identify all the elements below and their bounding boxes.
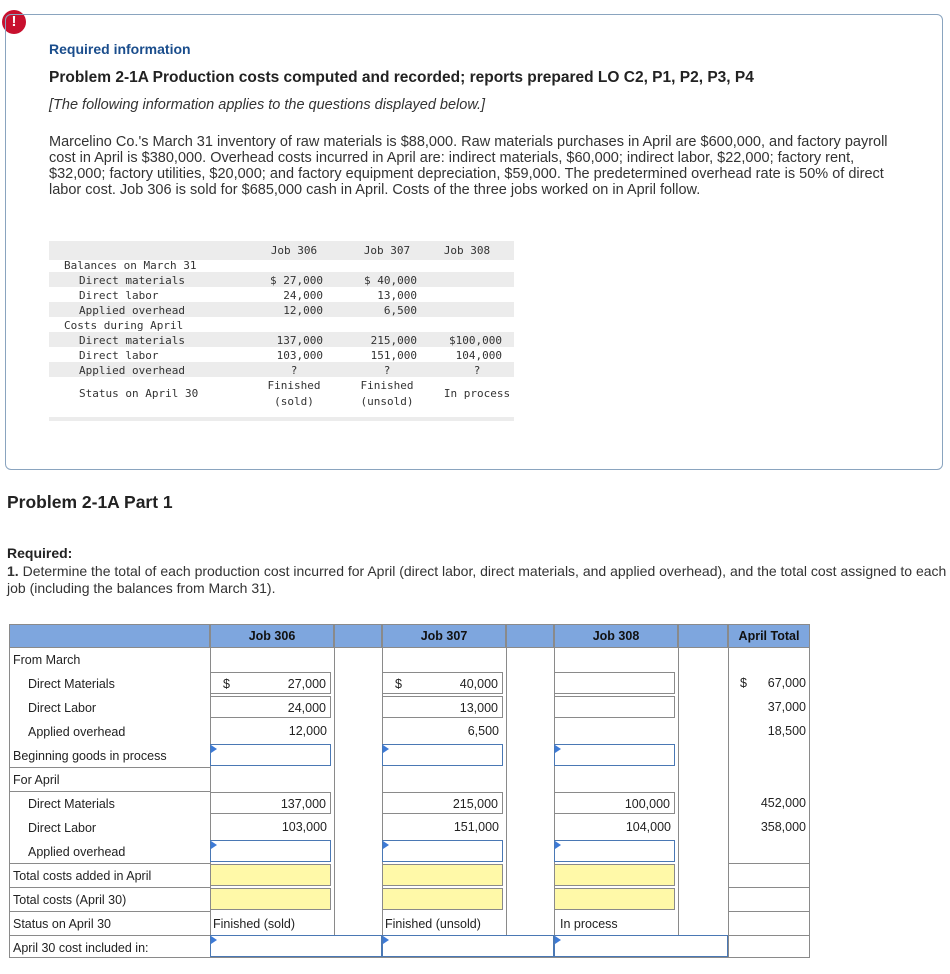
row-label-beginning-gip: Beginning goods in process [13, 749, 167, 763]
given-row-label: Direct materials [79, 334, 185, 347]
given-value: 104,000 [455, 349, 502, 362]
given-value: $100,000 [449, 334, 502, 347]
job306-march-dm[interactable] [210, 672, 331, 694]
problem-paragraph: Marcelino Co.'s March 31 inventory of raw materials is $88,000. Raw materials purchases in April are $600,000, and factory payroll cost in April is $380,000. Overhead costs incurred in April are: indirect materials, $60,000; indirect labor, $22,000; factory rent, $32,000; factory utilities, $20,000; and factory equipment depreciation, $59,000. The predetermined overhead rate is 50% of direct labor cost. Job 306 is sold for $685,000 cash in April. Costs of the three jobs worked on in April follow. [49, 134, 888, 198]
total-march-dm [728, 672, 810, 694]
given-value: 6,500 [383, 304, 417, 317]
job306-cost-included-select[interactable] [210, 935, 382, 957]
given-row-label: Applied overhead [79, 364, 185, 377]
given-header-job-306: Job 306 [270, 244, 318, 257]
grid-header-spacer [334, 624, 382, 648]
required-text [7, 563, 947, 597]
value: 37,000 [767, 700, 806, 714]
job306-status: Finished (sold) [213, 917, 295, 931]
required-instructions: Determine the total of each production cost incurred for April (direct labor, direct materials, and applied overhead), and the total cost assigned to each job (including the balances from March 31). [7, 563, 947, 596]
value: 12,000 [288, 724, 327, 738]
given-value: ? [383, 364, 391, 377]
given-status: Finished [267, 379, 321, 392]
grid-header-spacer [678, 624, 728, 648]
value: 104,000 [625, 820, 671, 834]
required-label: Required: [7, 545, 73, 561]
row-label-direct-materials: Direct Materials [28, 677, 115, 691]
applies-note: [The following information applies to the questions displayed below.] [49, 97, 486, 113]
job-cost-data-table [49, 241, 514, 421]
job306-march-oh [210, 720, 331, 742]
total-march-oh [728, 720, 810, 742]
grid-header-april-total: April Total [728, 624, 810, 648]
job306-beginning-gip-input[interactable] [210, 744, 331, 766]
job308-april-dl [554, 816, 675, 838]
value: 40,000 [459, 677, 498, 691]
total-april-dl [728, 816, 810, 838]
job306-march-dl[interactable] [210, 696, 331, 718]
row-label-cost-included: April 30 cost included in: [13, 941, 149, 955]
given-value: 137,000 [276, 334, 323, 347]
given-value: 215,000 [370, 334, 417, 347]
given-value: 103,000 [276, 349, 323, 362]
dollar-sign: $ [740, 676, 747, 690]
value: 24,000 [287, 701, 326, 715]
value: 215,000 [452, 797, 498, 811]
given-row-label: Applied overhead [79, 304, 185, 317]
job306-april-dm[interactable] [210, 792, 331, 814]
given-value: $ 40,000 [364, 274, 417, 287]
job308-cost-included-select[interactable] [554, 935, 728, 957]
value: 151,000 [453, 820, 499, 834]
value: 452,000 [760, 796, 806, 810]
value: 103,000 [281, 820, 327, 834]
job307-total-costs-input[interactable] [382, 888, 503, 910]
problem-title: Problem 2-1A Production costs computed and recorded; reports prepared LO C2, P1, P2, P3, P4 [49, 69, 754, 86]
given-row-label: Direct labor [79, 349, 159, 362]
given-status: In process [443, 387, 511, 400]
job308-march-dm[interactable] [554, 672, 675, 694]
job307-april-oh-input[interactable] [382, 840, 503, 862]
given-status: (sold) [274, 395, 314, 408]
row-label-for-april: For April [13, 773, 60, 787]
job308-beginning-gip-input[interactable] [554, 744, 675, 766]
grid-header-spacer [506, 624, 554, 648]
given-value: ? [290, 364, 298, 377]
value: 6,500 [467, 724, 499, 738]
required-information-heading: Required information [49, 41, 191, 57]
row-label-total-added: Total costs added in April [13, 869, 152, 883]
value: 358,000 [760, 820, 806, 834]
job307-april-dl [382, 816, 503, 838]
job307-march-dm[interactable] [382, 672, 503, 694]
total-march-dl [728, 696, 810, 718]
given-header-job-308: Job 308 [443, 244, 491, 257]
required-number: 1. [7, 563, 19, 579]
part-title: Problem 2-1A Part 1 [7, 492, 173, 512]
given-row-label: Direct materials [79, 274, 185, 287]
given-value: 24,000 [283, 289, 323, 302]
row-label-direct-labor: Direct Labor [28, 821, 97, 835]
dollar-sign: $ [223, 677, 230, 691]
row-label-from-march: From March [13, 653, 81, 667]
given-header-job-307: Job 307 [363, 244, 411, 257]
given-status-label: Status on April 30 [79, 387, 199, 400]
job308-total-costs-input[interactable] [554, 888, 675, 910]
job306-april-oh-input[interactable] [210, 840, 331, 862]
grid-header-blank [9, 624, 210, 648]
grid-header-job-308: Job 308 [554, 624, 678, 648]
given-value: 13,000 [377, 289, 417, 302]
job308-april-oh-input[interactable] [554, 840, 675, 862]
grid-header-job-307: Job 307 [382, 624, 506, 648]
alert-icon: ! [2, 10, 26, 34]
row-label-applied-overhead: Applied overhead [28, 845, 126, 859]
job308-march-dl[interactable] [554, 696, 675, 718]
given-value: 151,000 [370, 349, 417, 362]
job306-total-added-input[interactable] [210, 864, 331, 886]
job307-cost-included-select[interactable] [382, 935, 554, 957]
value: 18,500 [767, 724, 806, 738]
value: 27,000 [287, 677, 326, 691]
job307-total-added-input[interactable] [382, 864, 503, 886]
given-value: 12,000 [283, 304, 323, 317]
job306-total-costs-input[interactable] [210, 888, 331, 910]
row-label-applied-overhead: Applied overhead [28, 725, 126, 739]
row-label-direct-materials: Direct Materials [28, 797, 115, 811]
job307-april-dm[interactable] [382, 792, 503, 814]
total-april-dm [728, 792, 810, 814]
given-row-label: Direct labor [79, 289, 159, 302]
value: 67,000 [767, 676, 806, 690]
job308-total-added-input[interactable] [554, 864, 675, 886]
row-label-direct-labor: Direct Labor [28, 701, 97, 715]
given-status: Finished [360, 379, 414, 392]
job307-beginning-gip-input[interactable] [382, 744, 503, 766]
row-label-status: Status on April 30 [13, 917, 111, 931]
job308-april-dm[interactable] [554, 792, 675, 814]
given-status: (unsold) [360, 395, 414, 408]
job308-status: In process [560, 917, 618, 931]
given-section-balances: Balances on March 31 [64, 259, 197, 272]
row-label-total-costs: Total costs (April 30) [13, 893, 127, 907]
grid-header-job-306: Job 306 [210, 624, 334, 648]
job-cost-answer-grid [9, 624, 810, 958]
given-value: $ 27,000 [270, 274, 323, 287]
given-value: ? [473, 364, 481, 377]
job306-april-dl [210, 816, 331, 838]
job307-status: Finished (unsold) [385, 917, 481, 931]
given-section-april: Costs during April [64, 319, 184, 332]
value: 13,000 [459, 701, 498, 715]
job307-march-oh [382, 720, 503, 742]
job307-march-dl[interactable] [382, 696, 503, 718]
dollar-sign: $ [395, 677, 402, 691]
value: 137,000 [280, 797, 326, 811]
value: 100,000 [624, 797, 670, 811]
